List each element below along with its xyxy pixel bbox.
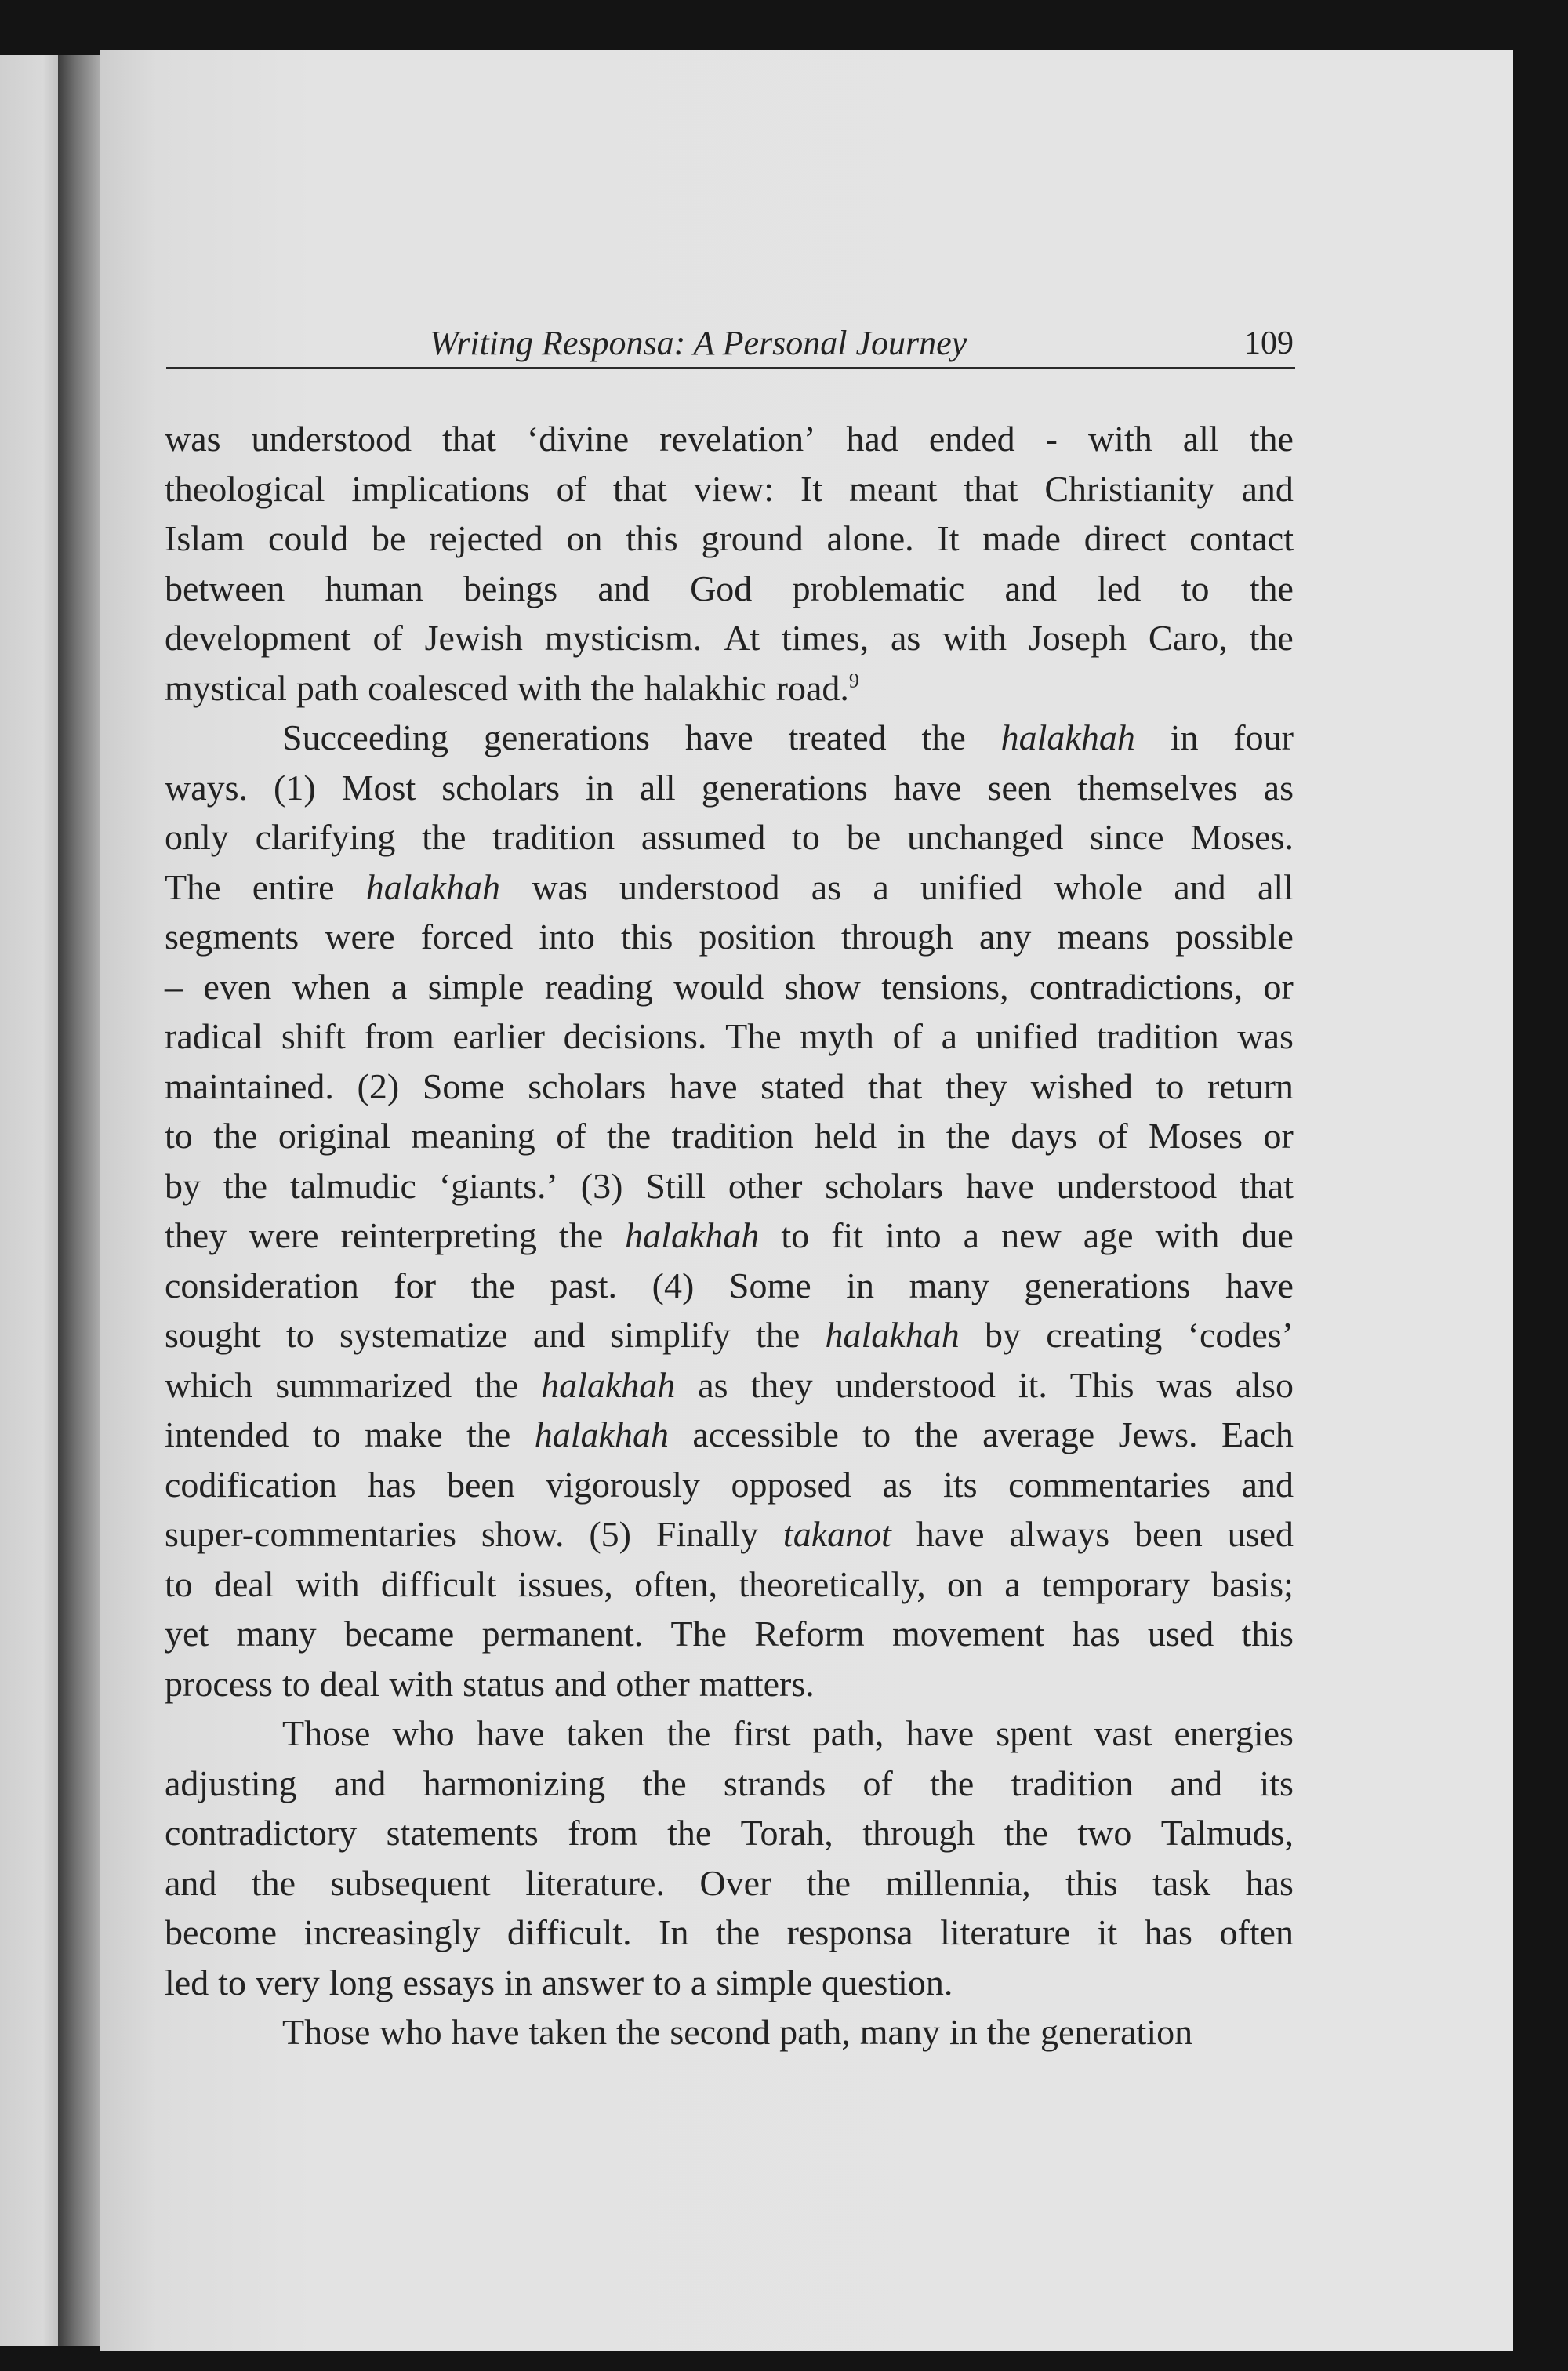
text-line: The entire halakhah was understood as a unified whole and all: [165, 866, 1294, 907]
footnote-ref: 9: [848, 669, 859, 692]
facing-page-edge: [0, 55, 61, 2346]
paragraph: [165, 713, 1294, 1708]
text-line: adjusting and harmonizing the strands of the tradition and its: [165, 1763, 1294, 1803]
paragraph: [165, 414, 1294, 713]
paragraph: [165, 1708, 1294, 2007]
text-line: become increasingly difficult. In the responsa literature it has often: [165, 1912, 1294, 1952]
text-line: they were reinterpreting the halakhah to fit into a new age with due: [165, 1215, 1294, 1255]
text-line: between human beings and God problematic and led to the: [165, 568, 1294, 608]
text-line: ways. (1) Most scholars in all generations have seen themselves as: [165, 767, 1294, 808]
text-line: Succeeding generations have treated the halakhah in four: [282, 717, 1294, 757]
text-line: mystical path coalesced with the halakhic road.$^9$: [165, 667, 859, 708]
text-line: theological implications of that view: It meant that Christianity and: [165, 468, 1294, 509]
text-line: Islam could be rejected on this ground alone. It made direct contact: [165, 518, 1294, 558]
text-line: yet many became permanent. The Reform movement has used this: [165, 1614, 1294, 1654]
text-line: maintained. (2) Some scholars have stated that they wished to return: [165, 1066, 1294, 1106]
text-line: sought to systematize and simplify the halakhah by creating ‘codes’: [165, 1315, 1294, 1355]
body-text: [165, 414, 1294, 2057]
text-line: – even when a simple reading would show tensions, contradictions, or: [165, 966, 1294, 1007]
running-head: [166, 320, 1295, 369]
text-line: only clarifying the tradition assumed to be unchanged since Moses.: [165, 817, 1294, 857]
page-number: 109: [1244, 325, 1294, 361]
text-line: was understood that ‘divine revelation’ had ended - with all the: [165, 419, 1294, 459]
text-line: super-commentaries show. (5) Finally takanot have always been used: [165, 1514, 1294, 1554]
text-line: segments were forced into this position through any means possible: [165, 917, 1294, 957]
text-line: which summarized the halakhah as they understood it. This was also: [165, 1364, 1294, 1405]
book-gutter: [58, 55, 105, 2346]
text-line: Those who have taken the second path, many in the generation: [282, 2012, 1193, 2052]
paragraph: [165, 2007, 1294, 2057]
text-line: development of Jewish mysticism. At times, as with Joseph Caro, the: [165, 618, 1294, 658]
text-line: consideration for the past. (4) Some in many generations have: [165, 1265, 1294, 1305]
text-line: to deal with difficult issues, often, theoretically, on a temporary basis;: [165, 1563, 1294, 1604]
text-line: radical shift from earlier decisions. The myth of a unified tradition was: [165, 1016, 1294, 1056]
text-line: by the talmudic ‘giants.’ (3) Still other scholars have understood that: [165, 1165, 1294, 1206]
text-line: process to deal with status and other matters.: [165, 1663, 815, 1704]
text-line: codification has been vigorously opposed as its commentaries and: [165, 1464, 1294, 1505]
running-title: Writing Responsa: A Personal Journey: [430, 324, 967, 362]
text-line: led to very long essays in answer to a simple question.: [165, 1962, 953, 2002]
text-line: and the subsequent literature. Over the millennia, this task has: [165, 1862, 1294, 1903]
text-line: intended to make the halakhah accessible to the average Jews. Each: [165, 1414, 1294, 1454]
text-line: Those who have taken the first path, have spent vast energies: [282, 1713, 1294, 1753]
text-line: to the original meaning of the tradition held in the days of Moses or: [165, 1116, 1294, 1156]
text-line: contradictory statements from the Torah, through the two Talmuds,: [165, 1813, 1294, 1853]
